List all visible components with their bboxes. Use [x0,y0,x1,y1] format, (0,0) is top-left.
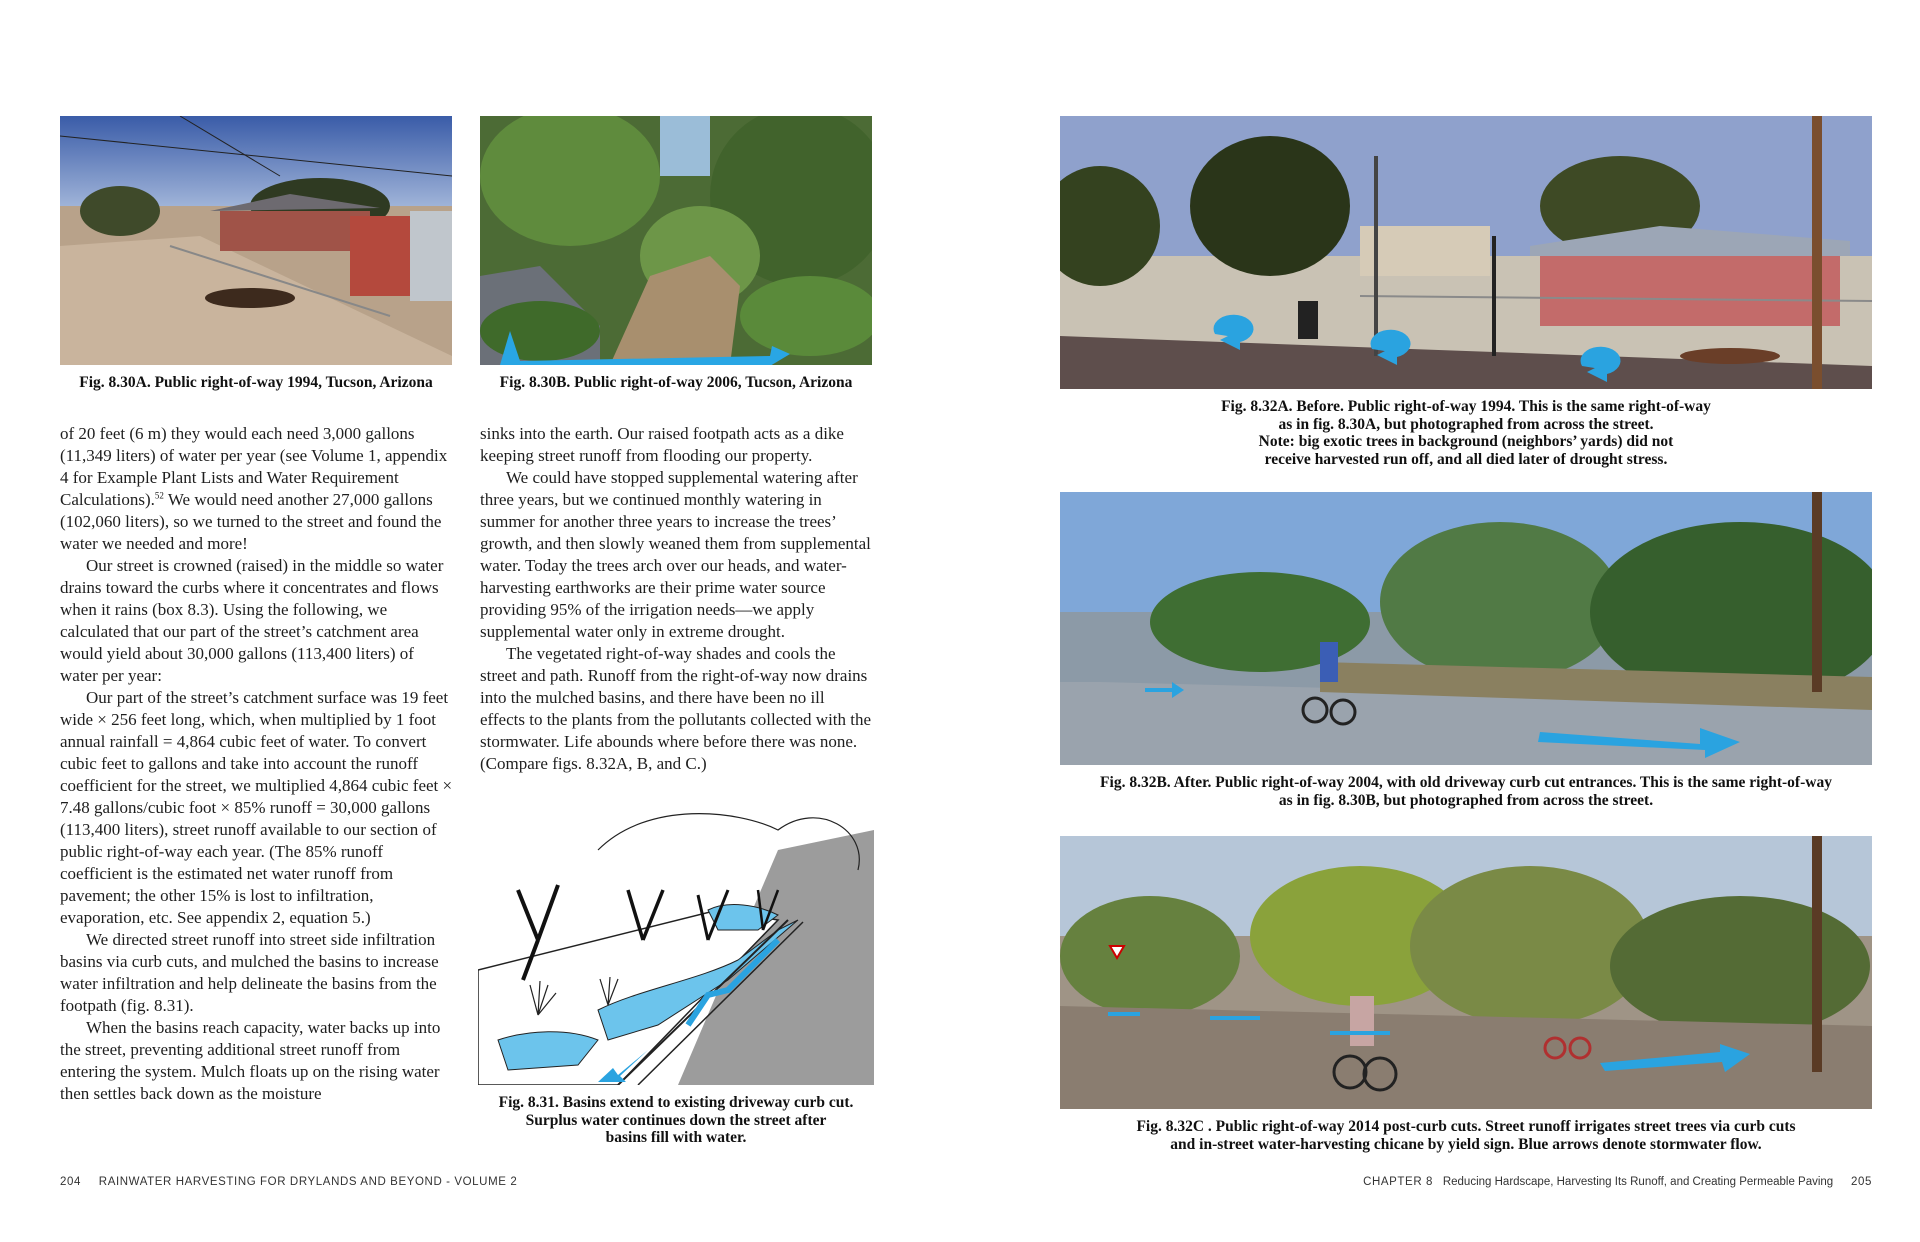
running-head-right: Reducing Hardscape, Harvesting Its Runoff, and Creating Permeable Paving [1442,1176,1834,1188]
photo-fig-8-32b [1060,492,1872,765]
page-number-left: 204 [60,1176,81,1188]
caption-fig-8-32a: Fig. 8.32A. Before. Public right-of-way 1994. This is the same right-of-way as in fig. 8.30A, but photographed from across the street. Note: big exotic trees in background (neighbors’ yards) did not receive harvested run off, and all died later of drought stress. [1221,398,1711,468]
paragraph: The vegetated right-of-way shades and cools the street and path. Runoff from the right-of-way now drains into the mulched basins, and there have been no ill effects to the plants from the pollutants collected with the stormwater. Life abounds where before there was none. (Compare figs. 8.32A, B, and C.) [480,644,872,773]
paragraph: We could have stopped supplemental watering after three years, but we continued monthly watering in summer for another three years to increase the trees’ growth, and then slowly weaned them from supplemental water. Today the trees arch over our heads, and water-harvesting earthworks are their prime water source providing 95% of the irrigation needs—we apply supplemental water only in extreme drought. [480,468,871,641]
photo-fig-8-32a [1060,116,1872,389]
caption-fig-8-32b: Fig. 8.32B. After. Public right-of-way 2004, with old driveway curb cut entrances. This is the same right-of-way as in fig. 8.30B, but photographed from across the street. [1100,774,1832,809]
illustration-fig-8-31 [478,790,874,1085]
caption-fig-8-32c: Fig. 8.32C . Public right-of-way 2014 post-curb cuts. Street runoff irrigates street trees via curb cuts and in-street water-harvesting chicane by yield sign. Blue arrows denote stormwater flow. [1136,1118,1796,1153]
footnote-ref: 52 [154,490,164,501]
page-number-right: 205 [1851,1176,1872,1188]
caption-fig-8-31: Fig. 8.31. Basins extend to existing driveway curb cut. Surplus water continues down the street after basins fill with water. [498,1094,854,1146]
folio-right [1363,1176,1872,1188]
paragraph: Our part of the street’s catchment surface was 19 feet wide × 256 feet long, which, when multiplied by 1 foot annual rainfall = 4,864 cubic feet of water. To convert cubic feet to gallons and take into account the runoff coefficient for the street, we multiplied 4,864 cubic feet × 7.48 gallons/cubic foot × 85% runoff = 30,000 gallons (113,400 liters), street runoff available to our section of public right-of-way each year. (The 85% runoff coefficient is the estimated net water runoff from pavement; the other 15% is lost to infiltration, evaporation, etc. See appendix 2, equation 5.) [60,688,453,927]
paragraph: sinks into the earth. Our raised footpath acts as a dike keeping street runoff from flooding our property. [480,424,844,465]
photo-fig-8-30b [480,116,872,365]
text-column-1 [60,423,454,1105]
paragraph: of 20 feet (6 m) they would each need 3,000 gallons (11,349 liters) of water per year (see Volume 1, appendix 4 for Example Plant Lists and Water Requirement Calculations).$^{52}$ We would need another 27,000 gallons (102,060 liters), so we turned to the street and found the water we needed and more! [60,424,448,553]
paragraph: Our street is crowned (raised) in the middle so water drains toward the curbs where it concentrates and flows when it rains (box 8.3). Using the following, we calculated that our part of the street’s catchment area would yield about 30,000 gallons (113,400 liters) of water per year: [60,556,444,685]
paragraph: When the basins reach capacity, water backs up into the street, preventing additional street runoff from entering the system. Mulch floats up on the rising water then settles back down as the moisture [60,1018,441,1103]
caption-fig-8-30a: Fig. 8.30A. Public right-of-way 1994, Tucson, Arizona [79,374,433,391]
folio-left [60,1176,517,1188]
running-head-chapter: CHAPTER 8 [1363,1176,1434,1188]
text-column-2 [480,423,872,775]
photo-fig-8-30a [60,116,452,365]
caption-fig-8-30b: Fig. 8.30B. Public right-of-way 2006, Tucson, Arizona [499,374,853,391]
running-head-left: RAINWATER HARVESTING FOR DRYLANDS AND BEYOND - VOLUME 2 [98,1176,518,1188]
photo-fig-8-32c [1060,836,1872,1109]
paragraph: We directed street runoff into street side infiltration basins via curb cuts, and mulched the basins to increase water infiltration and help delineate the basins from the footpath (fig. 8.31). [60,930,439,1015]
